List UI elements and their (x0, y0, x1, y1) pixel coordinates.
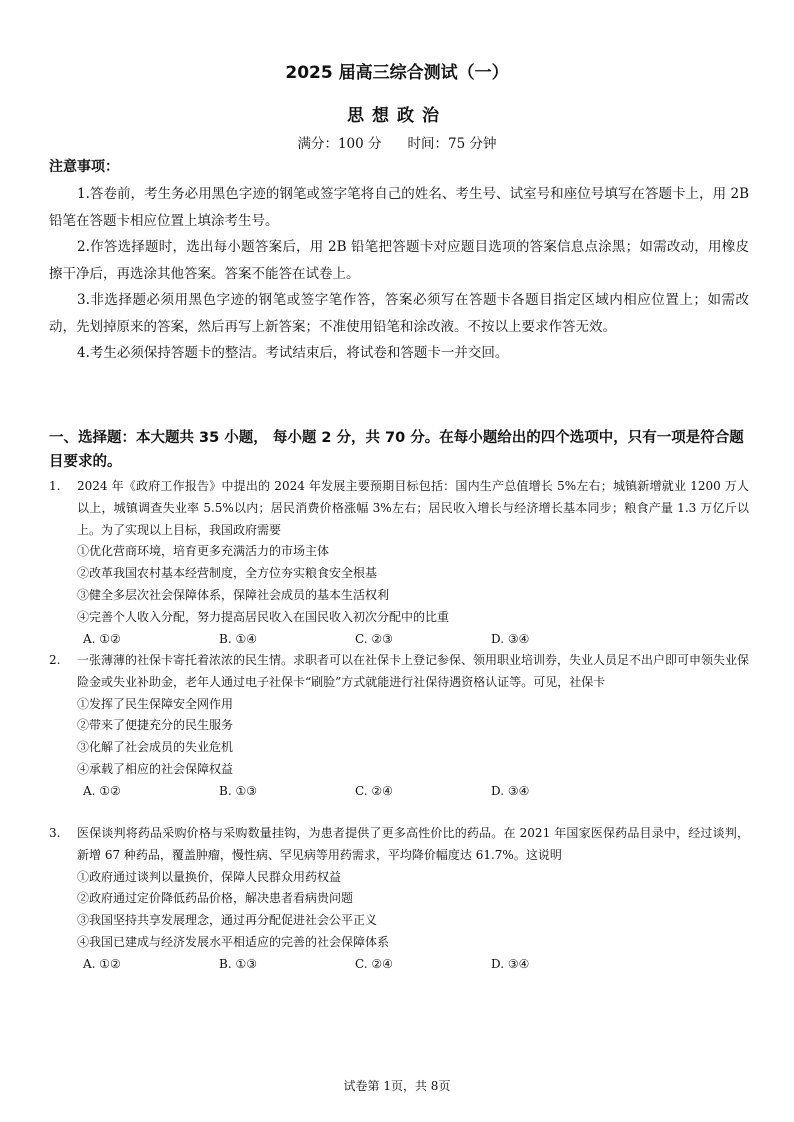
statement: ③化解了社会成员的失业危机 (77, 740, 234, 755)
statement: ④承载了相应的社会保障权益 (77, 761, 234, 776)
option-c: C. ②④ (355, 956, 393, 971)
statement: ②政府通过定价降低药品价格，解决患者看病贵问题 (77, 891, 354, 906)
statement: ④我国已建成与经济发展水平相适应的完善的社会保障体系 (77, 934, 390, 949)
statement: ③健全多层次社会保障体系，保障社会成员的基本生活权利 (77, 587, 390, 602)
statement: ④完善个人收入分配，努力提高居民收入在国民收入初次分配中的比重 (77, 609, 450, 624)
option-d: D. ③④ (491, 631, 530, 646)
answer-options (83, 629, 749, 651)
notice-list (49, 181, 749, 367)
question-number: 3. (49, 826, 61, 840)
question-number: 1. (49, 479, 61, 493)
statement: ①政府通过谈判以量换价，保障人民群众用药权益 (77, 869, 342, 884)
answer-options (83, 781, 749, 803)
question-stem: 一张薄薄的社保卡寄托着浓浓的民生情。求职者可以在社保卡上登记参保、领用职业培训券，失业人员足不出户即可申领失业保险金或失业补助金，老年人通过电子社保卡“刷脸”方式就能进行社保待遇资格认证等。可见，社保卡 (77, 653, 750, 689)
option-a: A. ①② (83, 783, 121, 798)
notice-item: 3.非选择题必须用黑色字迹的钢笔或签字笔作答，答案必须写在答题卡各题目指定区域内相应位置上；如需改动，先划掉原来的答案，然后再写上新答案；不准使用铅笔和涂改液。不按以上要求作答无效。 (49, 292, 749, 335)
question-2 (49, 650, 749, 803)
full-marks: 满分：100 分 (297, 136, 382, 152)
page-footer: 试卷第 1页，共 8页 (343, 1079, 451, 1093)
question-1 (49, 476, 749, 650)
subject-title: 思想政治 (347, 106, 447, 126)
question-stem: 医保谈判将药品采购价格与采购数量挂钩，为患者提供了更多高性价比的药品。在 2021 年国家医保药品目录中，经过谈判，新增 67 种药品，覆盖肿瘤，慢性病、罕见病等用药需求，平均降价幅度达 61.7%。这说明 (77, 826, 749, 862)
statement: ③我国坚持共享发展理念，通过再分配促进社会公平正义 (77, 913, 378, 928)
answer-options (83, 954, 749, 976)
question-3 (49, 823, 749, 976)
exam-title: 2025 届高三综合测试（一） (285, 63, 509, 83)
question-stem: 2024 年《政府工作报告》中提出的 2024 年发展主要预期目标包括：国内生产总值增长 5%左右；城镇新增就业 1200 万人以上，城镇调查失业率 5.5%以内；居民消费价格涨幅 3%左右；居民收入增长与经济增长基本同步；粮食产量 1.3 万亿斤以上。为了实现以上目标，我国政府需要 (77, 479, 749, 537)
option-b: B. ①③ (219, 783, 257, 798)
option-a: A. ①② (83, 631, 121, 646)
notice-item: 2.作答选择题时，选出每小题答案后，用 2B 铅笔把答题卡对应题目选项的答案信息点涂黑；如需改动，用橡皮擦干净后，再选涂其他答案。答案不能答在试卷上。 (49, 239, 749, 282)
statement: ②改革我国农村基本经营制度，全方位夯实粮食安全根基 (77, 566, 378, 581)
notice-item: 1.答卷前，考生务必用黑色字迹的钢笔或签字笔将自己的姓名、考生号、试室号和座位号填写在答题卡上，用 2B 铅笔在答题卡相应位置上填涂考生号。 (49, 186, 749, 229)
statement: ①发挥了民生保障安全网作用 (77, 696, 234, 711)
option-c: C. ②④ (355, 783, 393, 798)
statement: ①优化营商环境，培育更多充满活力的市场主体 (77, 544, 330, 559)
option-c: C. ②③ (355, 631, 393, 646)
statement: ②带来了便捷充分的民生服务 (77, 718, 234, 733)
section-heading: 一、选择题：本大题共 35 小题， 每小题 2 分，共 70 分。在每小题给出的四个选项中，只有一项是符合题目要求的。 (49, 430, 744, 470)
option-b: B. ①③ (219, 956, 257, 971)
question-number: 2. (49, 653, 61, 667)
option-a: A. ①② (83, 956, 121, 971)
notice-item: 4.考生必须保持答题卡的整洁。考试结束后，将试卷和答题卡一并交回。 (77, 345, 509, 361)
exam-time: 时间：75 分钟 (407, 136, 497, 152)
option-d: D. ③④ (491, 783, 530, 798)
option-d: D. ③④ (491, 956, 530, 971)
exam-meta (0, 132, 794, 152)
notice-heading: 注意事项： (49, 159, 119, 175)
option-b: B. ①④ (219, 631, 257, 646)
